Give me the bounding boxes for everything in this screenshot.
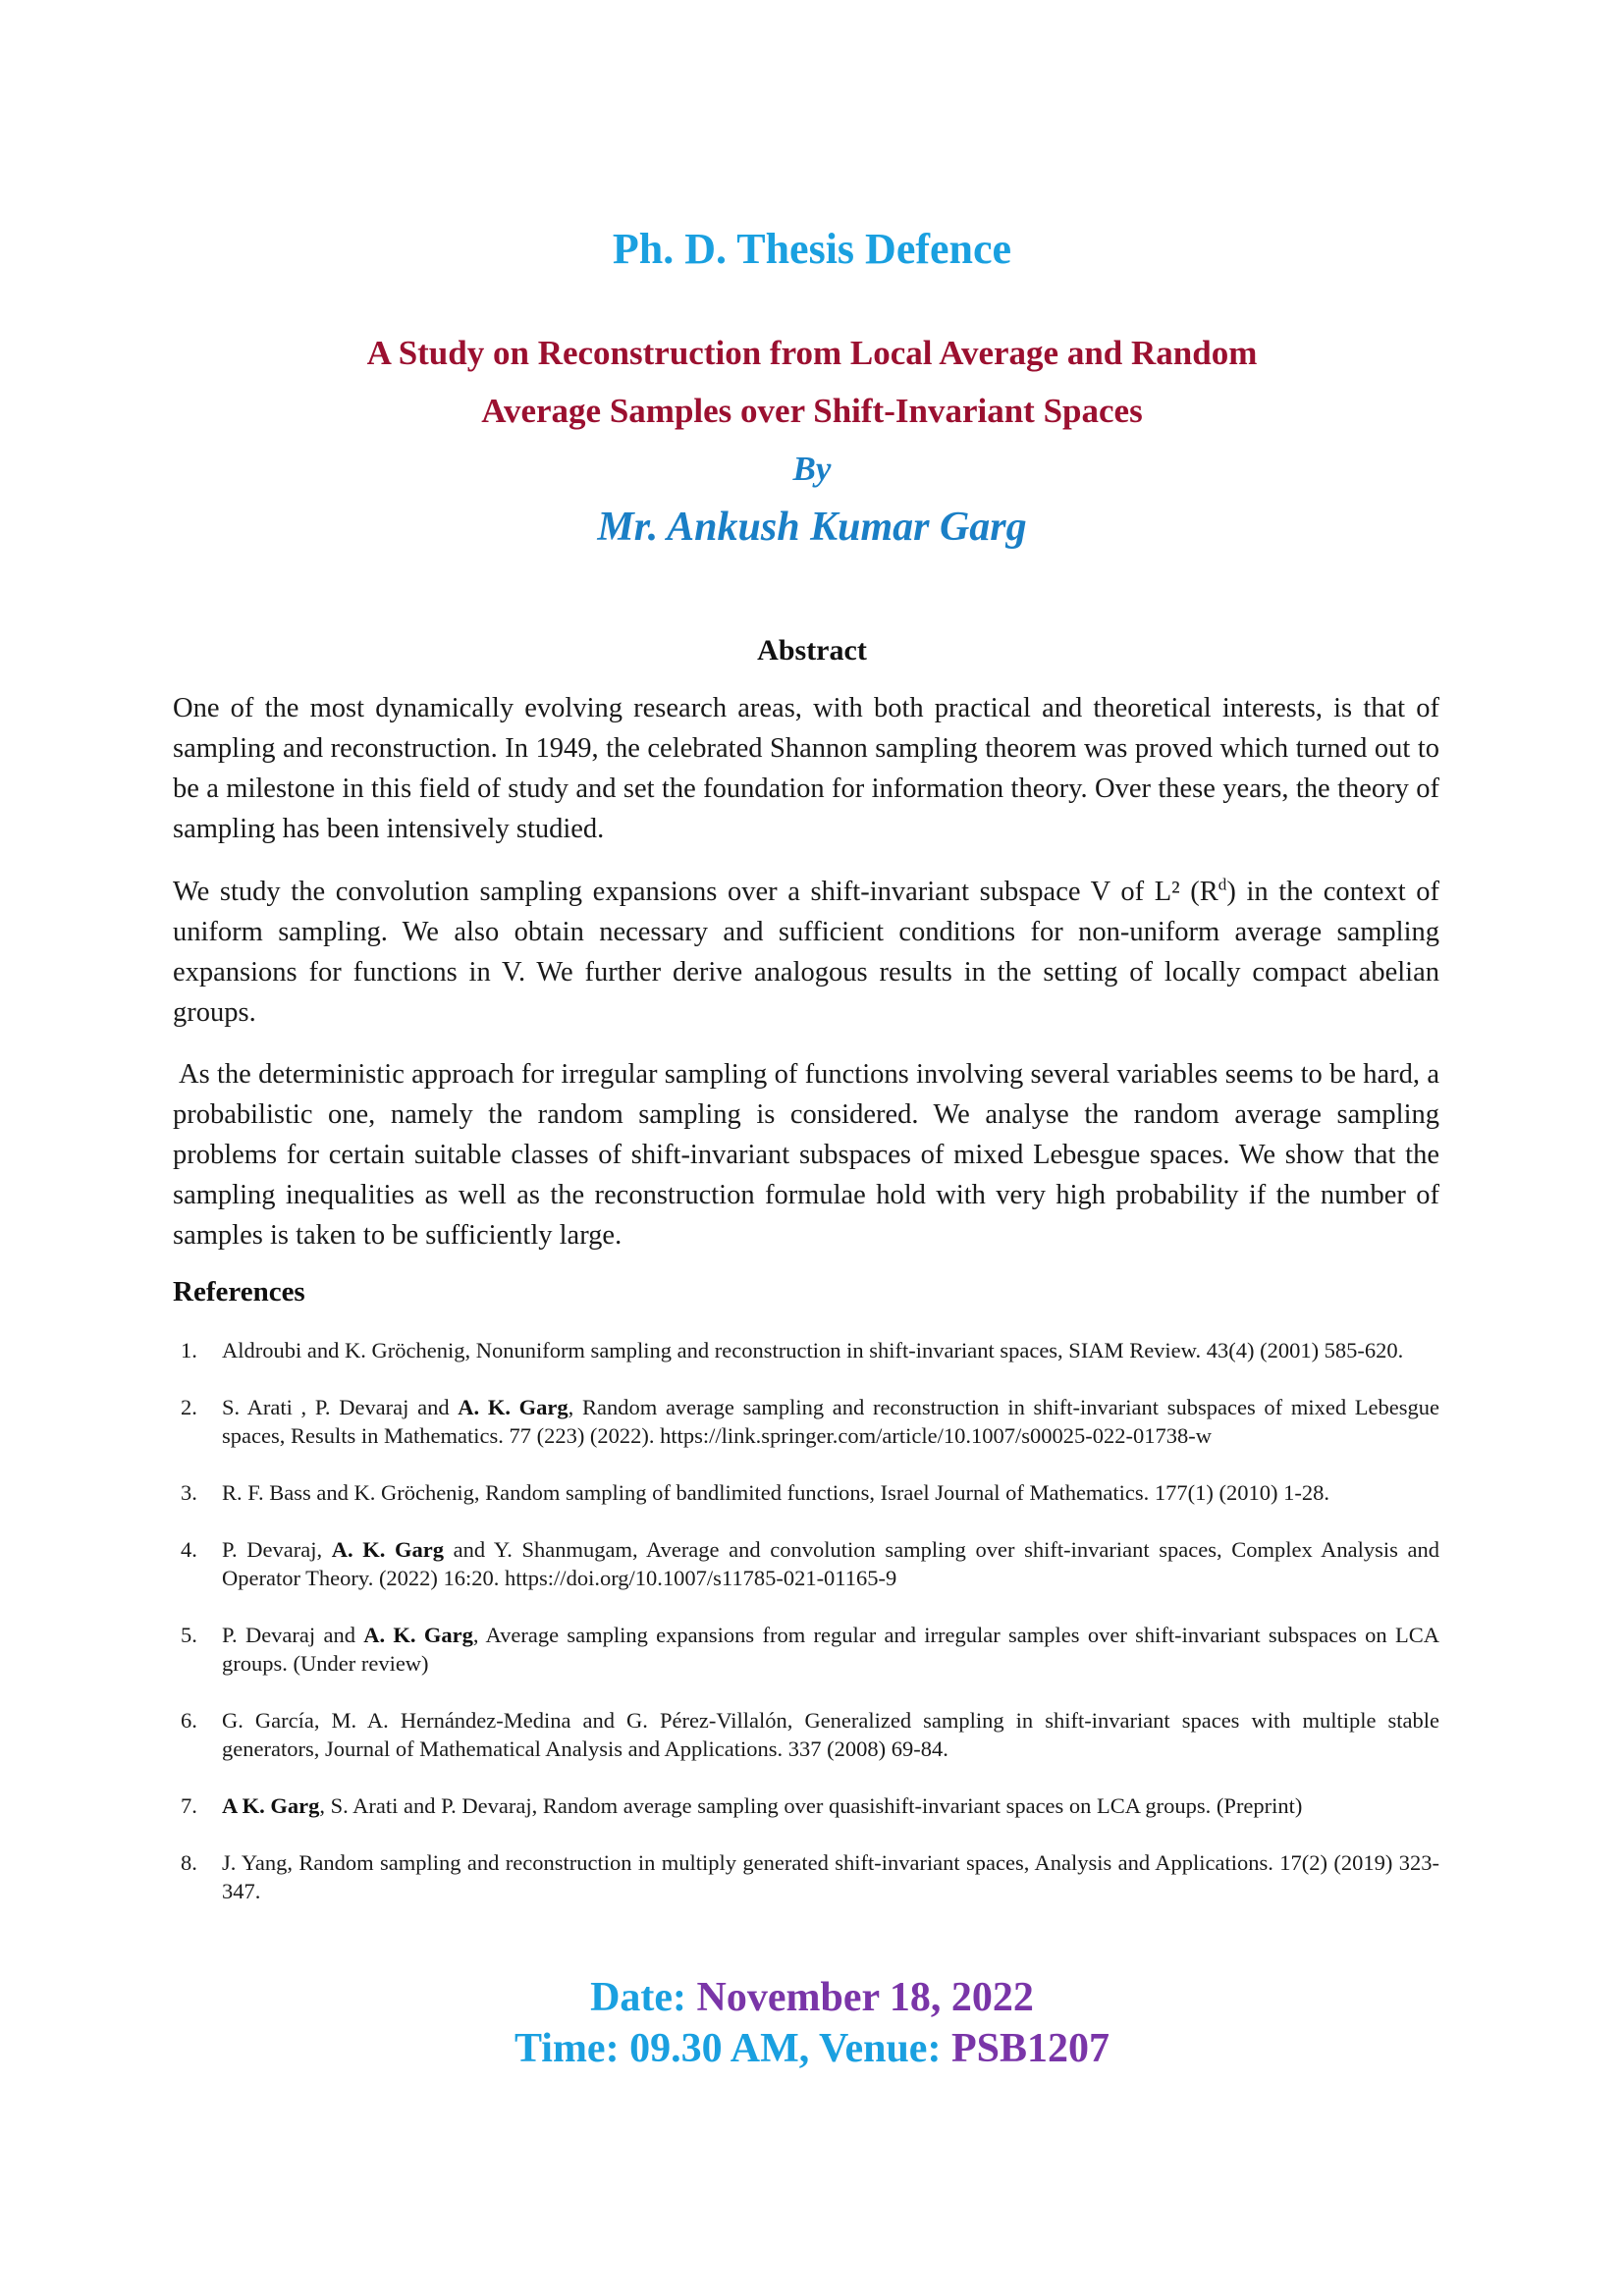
reference-text-rest: , Average sampling expansions from regular and irregular samples over shift-invariant subspaces on LCA groups. (Under review) xyxy=(222,1623,1439,1676)
abstract-paragraph-2 xyxy=(173,872,1439,1033)
page-heading: Ph. D. Thesis Defence xyxy=(612,225,1012,273)
reference-text-rest: , S. Arati and P. Devaraj, Random average sampling over quasishift-invariant spaces on LCA groups. (Preprint) xyxy=(319,1793,1303,1818)
references-list xyxy=(173,1336,1439,1934)
reference-number: 5. xyxy=(181,1623,197,1647)
reference-item xyxy=(173,1791,1439,1820)
superscript-d: d xyxy=(1218,875,1227,894)
reference-text: J. Yang, Random sampling and reconstruction in multiply generated shift-invariant spaces, Analysis and Applications. 17(2) (2019) 323-347. xyxy=(222,1850,1439,1903)
defence-time-venue xyxy=(0,2025,1624,2072)
reference-item xyxy=(173,1621,1439,1678)
reference-bold-author: A. K. Garg xyxy=(331,1537,444,1562)
reference-text-rest: , Random average sampling and reconstruction in shift-invariant subspaces of mixed Lebesgue spaces, Results in Mathematics. 77 (223) (2022). https://link.springer.com/article/10.1007/s00025-022-01738-w xyxy=(222,1395,1439,1448)
date-label: Date: xyxy=(590,1975,687,2020)
reference-text: R. F. Bass and K. Gröchenig, Random sampling of bandlimited functions, Israel Journal of Mathematics. 177(1) (2010) 1-28. xyxy=(222,1480,1329,1505)
time-value: 09.30 AM, xyxy=(629,2026,810,2071)
thesis-title-line-2: Average Samples over Shift-Invariant Spaces xyxy=(481,392,1143,430)
reference-number: 7. xyxy=(181,1793,197,1818)
reference-bold-author: A. K. Garg xyxy=(458,1395,568,1419)
reference-number: 6. xyxy=(181,1708,197,1733)
date-value: November 18, 2022 xyxy=(696,1975,1034,2020)
abstract-title: Abstract xyxy=(757,634,867,667)
reference-text: Aldroubi and K. Gröchenig, Nonuniform sampling and reconstruction in shift-invariant spaces, SIAM Review. 43(4) (2001) 585-620. xyxy=(222,1338,1404,1362)
reference-text: S. Arati , P. Devaraj and xyxy=(222,1395,459,1419)
abstract-paragraph-2-start: We study the convolution sampling expansions over a shift-invariant subspace V of L² (R xyxy=(173,877,1218,907)
abstract-paragraph-3: As the deterministic approach for irregular sampling of functions involving several variables seems to be hard, a probabilistic one, namely the random sampling is considered. We analyse the random average sampling problems for certain suitable classes of shift-invariant subspaces of mixed Lebesgue spaces. We show that the sampling inequalities as well as the reconstruction formulae hold with very high probability if the number of samples is taken to be sufficiently large. xyxy=(173,1059,1439,1251)
reference-item xyxy=(173,1478,1439,1507)
author-name: Mr. Ankush Kumar Garg xyxy=(597,505,1027,550)
reference-text: P. Devaraj and xyxy=(222,1623,364,1647)
reference-number: 4. xyxy=(181,1537,197,1562)
defence-date xyxy=(0,1974,1624,2021)
venue-value: PSB1207 xyxy=(950,2026,1110,2071)
reference-number: 2. xyxy=(181,1395,197,1419)
reference-text: P. Devaraj, xyxy=(222,1537,332,1562)
reference-item xyxy=(173,1848,1439,1905)
reference-number: 1. xyxy=(181,1338,197,1362)
reference-item xyxy=(173,1393,1439,1450)
reference-bold-author: A. K. Garg xyxy=(363,1623,473,1647)
thesis-title-line-1: A Study on Reconstruction from Local Average and Random xyxy=(366,334,1258,372)
reference-text-rest: and Y. Shanmugam, Average and convolution sampling over shift-invariant spaces, Complex Analysis and Operator Theory. (2022) 16:20. https://doi.org/10.1007/s11785-021-01165-9 xyxy=(222,1537,1439,1590)
by-label: By xyxy=(792,450,832,488)
references-title: References xyxy=(173,1276,305,1308)
time-label: Time: xyxy=(514,2026,620,2071)
reference-item xyxy=(173,1535,1439,1592)
abstract-paragraph-2-end: ) in the context of uniform sampling. We also obtain necessary and sufficient conditions for non-uniform average sampling expansions for functions in V. We further derive analogous results in the setting of locally compact abelian groups. xyxy=(173,877,1439,1028)
reference-bold-author: A K. Garg xyxy=(222,1793,320,1818)
venue-label: Venue: xyxy=(818,2026,942,2071)
reference-item xyxy=(173,1336,1439,1364)
reference-number: 3. xyxy=(181,1480,197,1505)
reference-number: 8. xyxy=(181,1850,197,1875)
reference-item xyxy=(173,1706,1439,1763)
reference-text: G. García, M. A. Hernández-Medina and G. Pérez-Villalón, Generalized sampling in shift-invariant spaces with multiple stable generators, Journal of Mathematical Analysis and Applications. 337 (2008) 69-84. xyxy=(222,1708,1439,1761)
abstract-paragraph-1: One of the most dynamically evolving research areas, with both practical and theoretical interests, is that of sampling and reconstruction. In 1949, the celebrated Shannon sampling theorem was proved which turned out to be a milestone in this field of study and set the foundation for information theory. Over these years, the theory of sampling has been intensively studied. xyxy=(173,693,1439,844)
